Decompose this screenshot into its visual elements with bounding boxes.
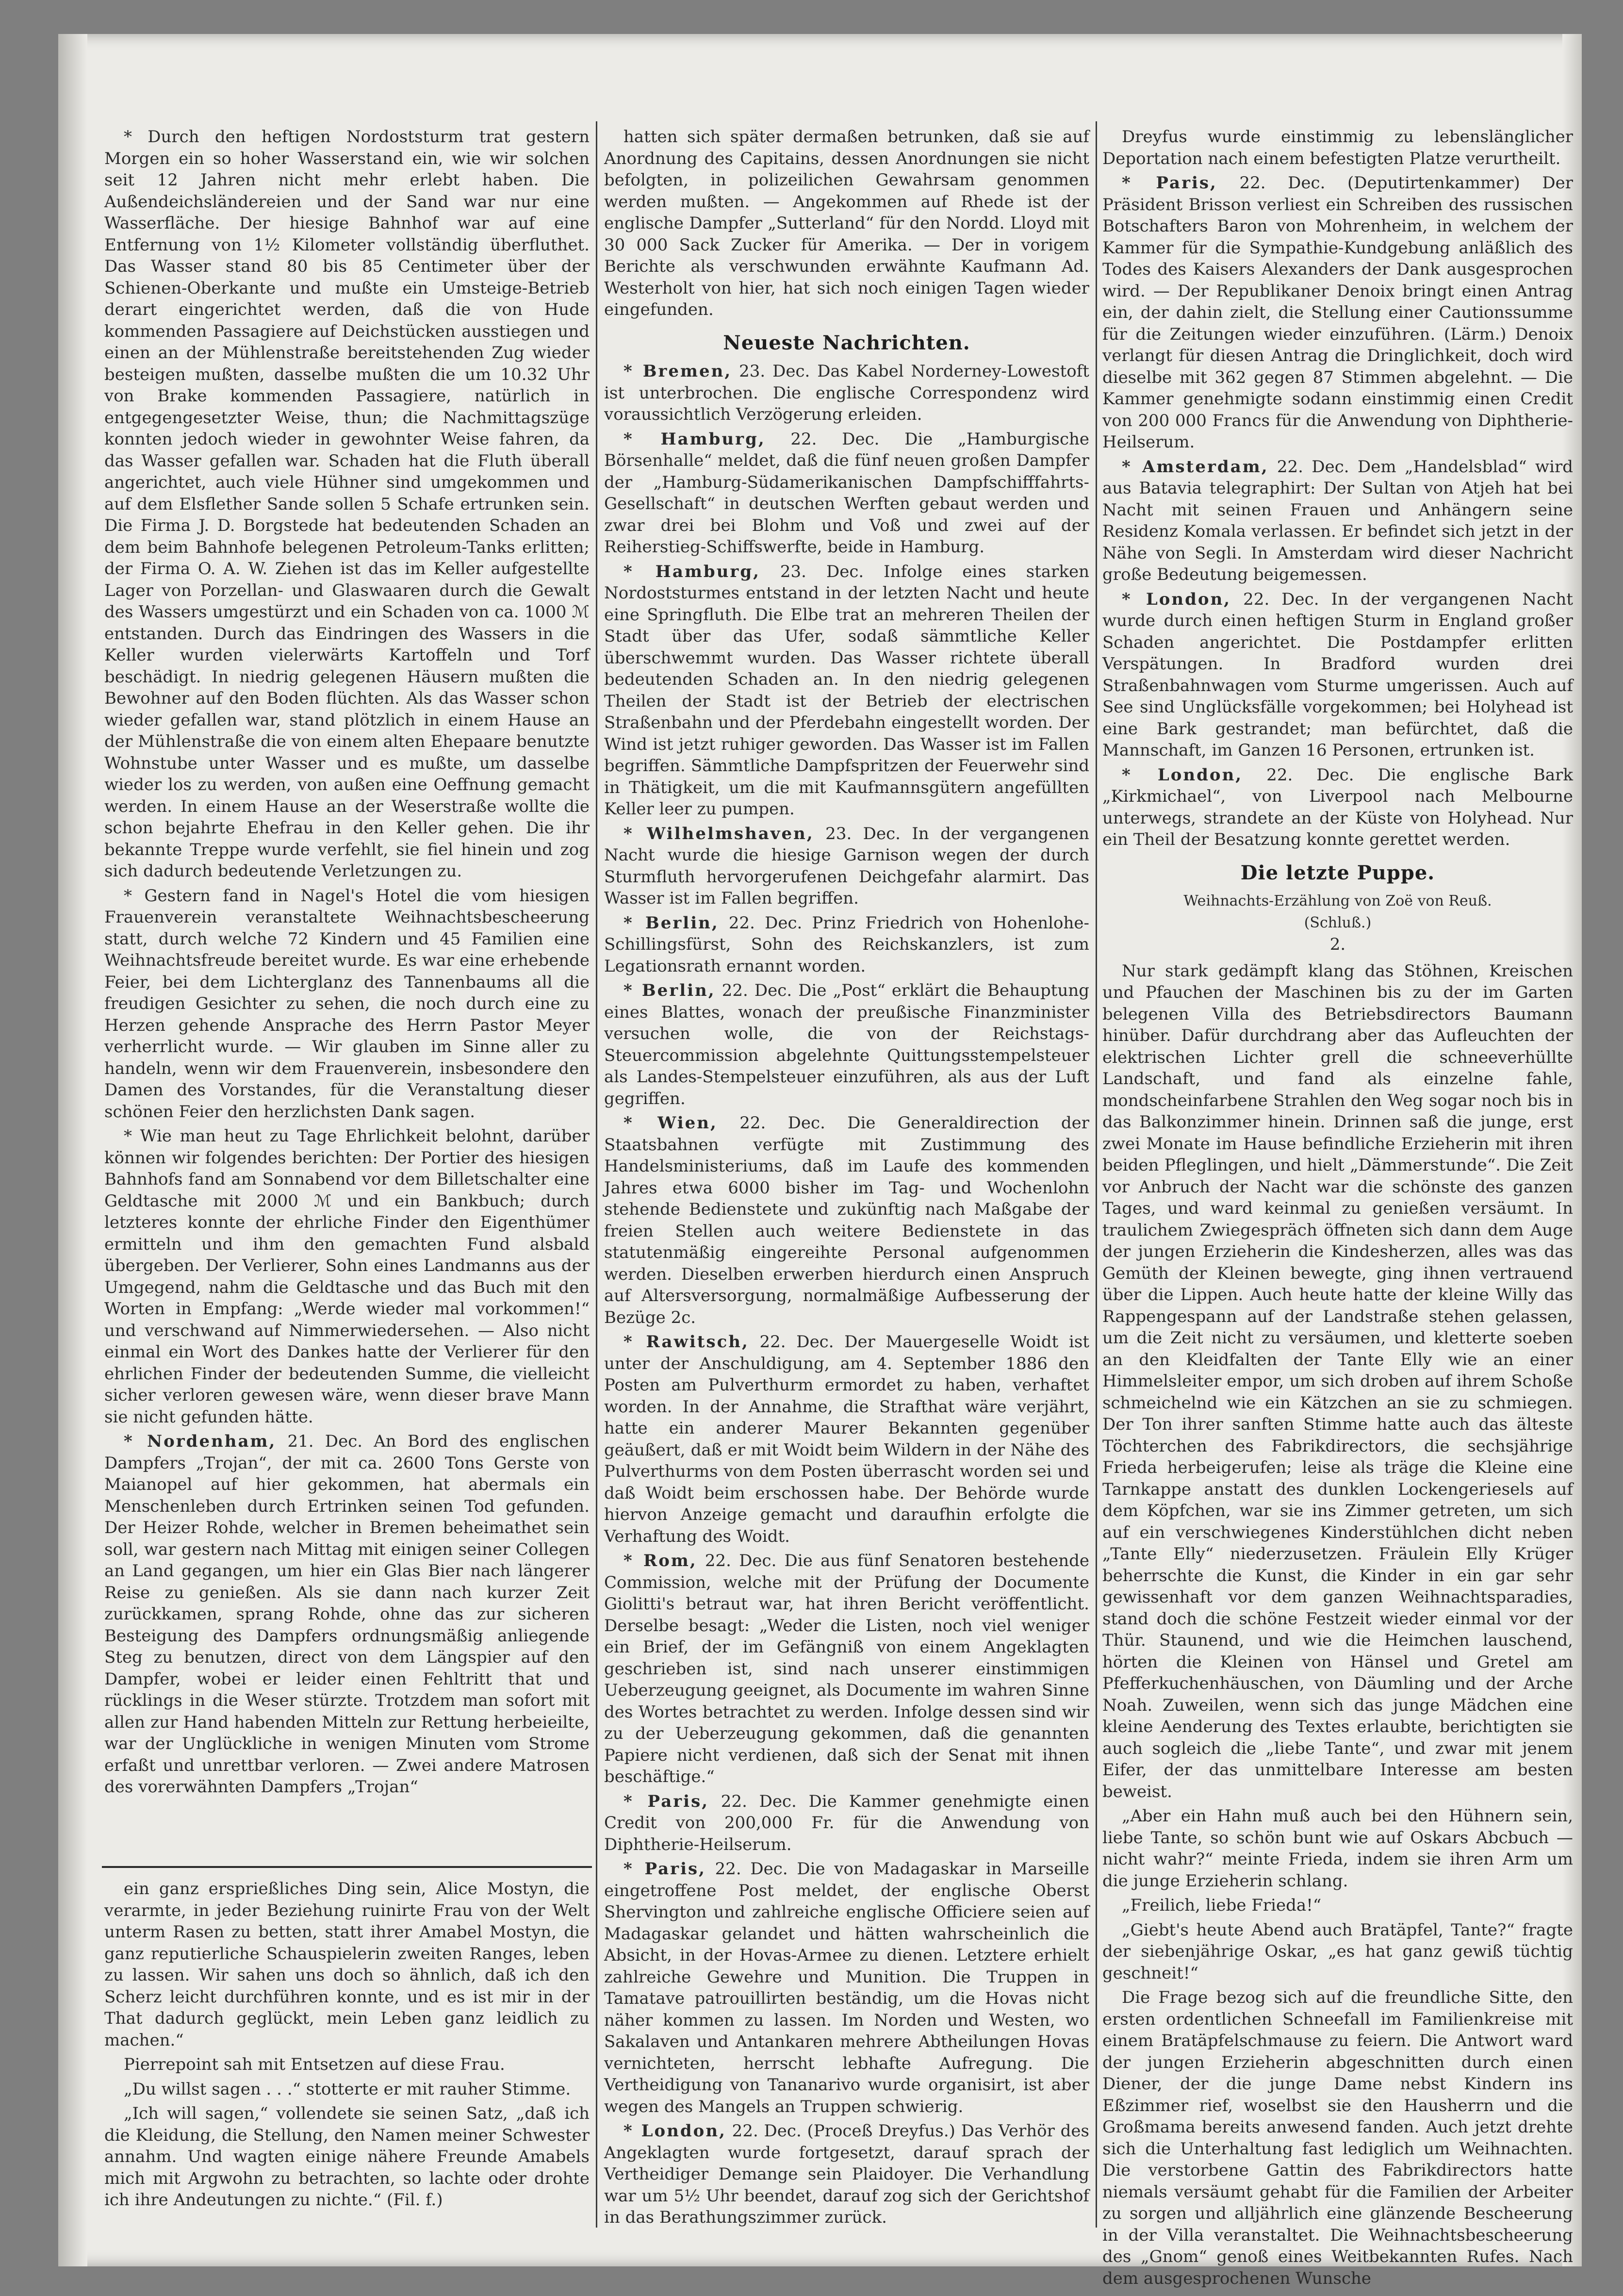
- column-3: [1102, 126, 1574, 2288]
- news-text: 22. Dec. Der Mauergeselle Woidt ist unter der Anschuldigung, am 4. September 1886 den Posten am Pulverthurm ermordet zu haben, verhaftet worden. In der Annahme, die Strafthat wäre verjährt, hatte ein anderer Maurer Bekannten gegenüber geäußert, daß er mit Woidt beim Wildern in der Nähe des Pulverthurms von dem Posten überrascht worden sei und daß Woidt beim erschossen habe. Der Behörde wurde hiervon Anzeige gemacht und daraufhin erfolgte die Verhaftung des Woidt.: [604, 1332, 1089, 1546]
- news-text: 22. Dec. Die von Madagaskar in Marseille eingetroffene Post meldet, der englische Oberst Shervington und zahlreiche englische Officiere seien auf Madagaskar gelandet und hätten wahrscheinlich die Absicht, in der Hovas-Armee zu dienen. Letztere erhielt zahlreiche Gewehre und Munition. Die Truppen in Tamatave patrouillirten beständig, um die Hovas nicht näher kommen zu lassen. Im Norden und Westen, wo Sakalaven und Antankaren mehrere Abtheilungen Hovas vernichteten, herrscht lebhafte Aufregung. Die Vertheidigung von Tananarivo wurde organisirt, ist aber wegen des Mangels an Truppen schwierig.: [604, 1859, 1090, 2116]
- news-item: [604, 823, 1089, 909]
- dateline: * Hamburg,: [623, 562, 760, 581]
- story-paragraph: „Freilich, liebe Frieda!“: [1122, 1896, 1322, 1915]
- news-text: 22. Dec. Dem „Handelsblad“ wird aus Batavia telegraphirt: Der Sultan von Atjeh hat bei Nacht mit seinen Frauen und Anhängern seine Residenz Komala verlassen. Er befindet sich jetzt in der Nähe von Segli. In Amsterdam wird dieser Nachricht große Bedeutung beigemessen.: [1102, 457, 1573, 584]
- newspaper-page: [58, 34, 1582, 2288]
- story-title: Die letzte Puppe.: [1240, 861, 1435, 884]
- dateline: * Berlin,: [623, 913, 719, 933]
- news-item: [1102, 764, 1573, 851]
- news-text: 22. Dec. Die „Hamburgische Börsenhalle“ meldet, daß die fünf neuen großen Dampfer der „Hamburg-Südamerikanischen Dampfschifffahrts-Gesellschaft“ in deutschen Werften gebaut werden und zwar drei bei Blohm und Voß und zwei auf der Reiherstieg-Schiffswerfte, beide in Hamburg.: [604, 429, 1089, 557]
- news-text: 22. Dec. (Proceß Dreyfus.) Das Verhör des Angeklagten wurde fortgesetzt, darauf sprach der Vertheidiger Demange sein Plaidoyer. Die Verhandlung war um 5½ Uhr beendet, darauf zog sich der Gerichtshof in das Berathungszimmer zurück.: [604, 2121, 1089, 2227]
- story-paragraph: Nur stark gedämpft klang das Stöhnen, Kreischen und Pfauchen der Maschinen bis zu der im Garten belegenen Villa des Betriebsdirectors Baumann hinüber. Dafür durchdrang aber das Aufleuchten der elektrischen Lichter grell die schneeverhüllte Landschaft, und fand als einzelne fahle, mondscheinfarbene Strahlen den Weg sogar noch bis in das Balkonzimmer hinein. Drinnen saß die junge, erst zwei Monate im Hause befindliche Erzieherin mit ihren beiden Pfleglingen, und hielt „Dämmerstunde“. Die Zeit vor Anbruch der Nacht war die schönste des ganzen Tages, und ward keinmal zu genießen versäumt. In traulichem Zwiegespräch öffneten sich dann dem Auge der jungen Erzieherin die Kindesherzen, alles was das Gemüth der Kleinen bewegte, ging ihnen vertrauend über die Lippen. Auch heute hatte der kleine Willy das Rappengespann auf der Landstraße stehen gelassen, um die Zeit nicht zu versäumen, und kletterte soeben an den Kleidfalten der Tante Elly wie an einer Himmelsleiter empor, um sich droben auf ihrem Schoße schmeichelnd wie ein Kätzchen an sie zu schmiegen. Der Ton ihrer sanften Stimme hatte auch das älteste Töchterchen des Fabrikdirectors, die sechsjährige Frieda herbeigerufen; leise als träge die Kleine eine Tarnkappe anstatt des dunklen Lockengeriesels auf dem Köpfchen, war sie ins Zimmer getreten, um sich auf ein verschwiegenes Kinderstühlchen dicht neben „Tante Elly“ niederzusetzen. Fräulein Elly Krüger beherrschte die Kunst, die Kinder in ein gar sehr gewissenhaft vor dem ganzen Weihnachtsparadies, stand doch die schöne Festzeit wieder einmal vor der Thür. Staunend, und wie die Heimchen lauschend, hörten die Kleinen von Hänsel und Gretel am Pfefferkuchenhäuschen, von Däumling und der Arche Noah. Zuweilen, wenn sich das junge Mädchen eine kleine Aenderung des Textes erlaubte, berichtigten sie auch sogleich die „liebe Tante“, und zwar mit jenem Eifer, der das unmittelbare Interesse am besten beweist.: [1102, 961, 1573, 1801]
- column-rule-2: [1096, 121, 1097, 2228]
- news-text: 22. Dec. Die „Post“ erklärt die Behauptung eines Blattes, wonach der preußische Finanzminister versuchen wolle, die von der Reichstags-Steuercommission abgelehnte Quittungsstempelsteuer als Landes-Stempelsteuer einzuführen, als aus der Luft gegriffen.: [604, 981, 1089, 1108]
- news-item: [604, 561, 1089, 820]
- dateline: * Bremen,: [623, 362, 732, 381]
- news-text: 22. Dec. (Deputirtenkammer) Der Präsident Brisson verliest ein Schreiben des russischen Botschafters Baron von Mohrenheim, in welchem der Kammer für die Sympathie-Kundgebung anläßlich des Todes des Kaisers Alexanders der Dank ausgesprochen wird. — Der Republikaner Denoix bringt einen Antrag ein, der dahin zielt, die Stellung einer Cautionssumme für die Zeitungen wieder einzuführen. (Lärm.) Denoix verlangt für diesen Antrag die Dringlichkeit, doch wird dieselbe mit 362 gegen 87 Stimmen abgelehnt. — Die Kammer genehmigte sodann einstimmig einen Credit von 200 000 Francs für die Anwendung von Diphtherie-Heilserum.: [1102, 173, 1574, 452]
- news-item: [604, 1858, 1089, 2117]
- story-subtitle: Weihnachts-Erzählung von Zoë von Reuß.: [1183, 892, 1492, 909]
- article-flood-local: * Durch den heftigen Nordoststurm trat gestern Morgen ein so hoher Wasserstand ein, wie wir solchen seit 12 Jahren nicht mehr erlebt haben. Die Außendeichsländereien und der Sand war nur eine Wasserfläche. Der hiesige Bahnhof war auf eine Entfernung von 1½ Kilometer vollständig überfluthet. Das Wasser stand 80 bis 85 Centimeter über der Schienen-Oberkante und mußte ein Umsteige-Betrieb derart eingerichtet werden, daß die von Hude kommenden Passagiere auf Deichstücken ausstiegen und einen an der Mühlenstraße bereitstehenden Zug wieder besteigen mußten, dasselbe mußten die um 10.32 Uhr von Brake kommenden Passagiere, natürlich in entgegengesetzter Weise, thun; die Nachmittagszüge konnten jedoch wieder in gewohnter Weise fahren, da das Wasser gefallen war. Schaden hat die Fluth überall angerichtet, auch viele Hühner sind umgekommen und auf dem Elsflether Sande sollen 5 Schafe ertrunken sein. Die Firma J. D. Borgstede hat bedeutenden Schaden an dem beim Bahnhofe belegenen Petroleum-Tanks erlitten; der Firma O. A. W. Ziehen ist das im Keller aufgestellte Lager von Porzellan- und Glaswaaren durch die Gewalt des Wassers umgestürzt und ein Schaden von ca. 1000 ℳ entstanden. Durch das Eindringen des Wassers in die Keller wurden vielerwärts Kartoffeln und Torf beschädigt. In niedrig gelegenen Häusern mußten die Bewohner auf den Boden flüchten. Als das Wasser schon wieder gefallen war, stand plötzlich in einem Hause an der Mühlenstraße die von einem alten Ehepaare benutzte Wohnstube unter Wasser und es mußte, um dasselbe wieder los zu werden, von außen eine Oeffnung gemacht werden. In einem Hause an der Weserstraße wollte die schon bejahrte Ehefrau in den Keller gehen. Die ihr bekannte Treppe wurde verfehlt, sie fiel hinein und zog sich dadurch bedeutende Verletzungen zu.: [104, 127, 590, 881]
- news-text: 22. Dec. In der vergangenen Nacht wurde durch einen heftigen Sturm in England großer Schaden angerichtet. Die Postdampfer erlitten Verspätungen. In Bradford wurden drei Straßenbahnwagen vom Sturme umgerissen. Auch auf See sind Unglücksfälle vorgekommen; bei Holyhead ist eine Bark gestrandet; man befürchtet, daß die Mannschaft, im Ganzen 16 Personen, ertrunken ist.: [1102, 589, 1573, 760]
- news-item: [604, 1550, 1089, 1788]
- news-text: 22. Dec. Prinz Friedrich von Hohenlohe-Schillingsfürst, Sohn des Reichskanzlers, ist zum Legationsrath ernannt worden.: [604, 913, 1090, 976]
- news-item: [604, 361, 1089, 426]
- binding-shadow: [58, 34, 87, 2266]
- dateline: * Paris,: [623, 1859, 706, 1879]
- news-continued: Dreyfus wurde einstimmig zu lebenslänglicher Deportation nach einem befestigten Platze verurtheilt.: [1102, 127, 1573, 168]
- section-heading-neueste-nachrichten: Neueste Nachrichten.: [723, 331, 970, 354]
- news-item: [604, 1791, 1089, 1856]
- dateline: * Nordenham,: [124, 1432, 277, 1451]
- dateline: * Hamburg,: [623, 429, 766, 449]
- news-item: [1102, 456, 1573, 586]
- article-nordenham: [104, 1431, 590, 1798]
- dateline: * Paris,: [623, 1791, 709, 1811]
- column-rule-1: [596, 121, 597, 2228]
- news-text: 23. Dec. In der vergangenen Nacht wurde die hiesige Garnison wegen der durch Sturmfluth hervorgerufenen Deichgefahr alarmirt. Das Wasser ist im Fallen begriffen.: [604, 824, 1089, 908]
- dateline: * London,: [1122, 589, 1231, 609]
- dateline: * Rom,: [623, 1551, 697, 1570]
- article-frauenverein: * Gestern fand in Nagel's Hotel die vom hiesigen Frauenverein veranstaltete Weihnachtsbescheerung statt, durch welche 72 Kindern und 45 Familien eine Weihnachtsfreude bereitet wurde. Es war eine erhebende Feier, bei dem Lichterglanz des Tannenbaums all die freudigen Gesichter zu sehen, die noch durch eine zu Herzen gehende Ansprache des Herrn Pastor Meyer verherrlicht wurde. — Wir glauben im Sinne aller zu handeln, wenn wir dem Frauenverein, insbesondere den Damen des Vorstandes, für die Veranstaltung dieser schönen Feier den herzlichsten Dank sagen.: [104, 886, 590, 1122]
- news-item: [604, 1331, 1089, 1547]
- story-chapter-number: 2.: [1329, 935, 1346, 954]
- feuilleton-text: Pierrepoint sah mit Entsetzen auf diese Frau.: [124, 2055, 505, 2074]
- dateline: * Rawitsch,: [623, 1332, 749, 1352]
- news-text: 22. Dec. Die aus fünf Senatoren bestehende Commission, welche mit der Prüfung der Documente Giolitti's betraut war, hat ihren Bericht veröffentlicht. Derselbe besagt: „Weder die Listen, noch viel weniger ein Brief, der im Gefängniß von einem Angeklagten geschrieben ist, sind nach unserer einstimmigen Ueberzeugung geeignet, als Documente im wahren Sinne des Wortes betrachtet zu werden. Infolge dessen sind wir zu der Ueberzeugung gekommen, daß die genannten Papiere nicht verdienen, daß sich der Senat mit ihnen beschäftige.“: [604, 1551, 1089, 1786]
- feuilleton-text: ein ganz ersprießliches Ding sein, Alice Mostyn, die verarmte, in jeder Beziehung ruinirte Frau von der Welt unterm Rasen zu betten, statt ihrer Amabel Mostyn, die ganz reputierliche Schauspielerin zweiten Ranges, leben zu lassen. Wir sahen uns doch so ähnlich, daß ich den Scherz leicht durchführen konnte, und es ist mir in der That dadurch geglückt, mein Leben ganz leidlich zu machen.“: [104, 1879, 590, 2050]
- feuilleton-text: „Ich will sagen,“ vollendete sie seinen Satz, „daß ich die Kleidung, die Stellung, den Namen meiner Schwester annahm. Und wagten einige nähere Freunde Amabels mich mit Argwohn zu betrachten, so lachte oder drohte ich ihre Andeutungen zu nichte.“ (Fil. f.): [104, 2104, 590, 2210]
- story-paragraph: „Aber ein Hahn muß auch bei den Hühnern sein, liebe Tante, so schön bunt wie auf Oskars Abcbuch — nicht wahr?“ meinte Frieda, indem sie ihren Arm um die junge Erzieherin schlang.: [1102, 1806, 1573, 1891]
- article-nordenham-continued: hatten sich später dermaßen betrunken, daß sie auf Anordnung des Capitains, dessen Anordnungen sie nicht befolgten, in polizeilichen Gewahrsam genommen werden mußten. — Angekommen auf Rhede ist der englische Dampfer „Sutterland“ für den Nordd. Lloyd mit 30 000 Sack Zucker für Amerika. — Der in vorigem Berichte als verschwunden erwähnte Kaufmann Ad. Westerholt von hier, hat sich noch einigen Tagen wieder eingefunden.: [604, 127, 1089, 319]
- dateline: * London,: [1122, 765, 1243, 785]
- news-item: [604, 429, 1089, 558]
- column-2: [604, 126, 1089, 2228]
- dateline: * London,: [623, 2121, 726, 2141]
- feuilleton-text: „Du willst sagen . . .“ stotterte er mit rauher Stimme.: [124, 2079, 571, 2099]
- column-1-feuilleton: [104, 1878, 590, 2228]
- dateline: * Wilhelmshaven,: [623, 824, 814, 843]
- news-text: 22. Dec. Die Kammer genehmigte einen Credit von 200,000 Fr. für die Anwendung von Diphtherie-Heilserum.: [604, 1791, 1090, 1854]
- dateline: * Berlin,: [623, 981, 716, 1000]
- news-item: [604, 2120, 1089, 2229]
- news-item: [604, 1112, 1089, 1328]
- story-paragraph: Die Frage bezog sich auf die freundliche Sitte, den ersten ordentlichen Schneefall im Familienkreise mit einem Bratäpfelschmause zu feiern. Die Antwort ward der jungen Erzieherin abgeschnitten durch einen Diener, der die junge Dame nebst Kindern ins Eßzimmer rief, woselbst sie den Hausherrn und die Großmama bereits anwesend fanden. Auch jetzt drehte sich die Unterhaltung fast lediglich um Weihnachten. Die verstorbene Gattin des Fabrikdirectors hatte niemals versäumt gehabt für die Familien der Arbeiter zu sorgen und alljährlich eine glänzende Bescheerung in der Villa veranstaltet. Die Weihnachtsbescheerung des „Gnom“ genoß eines Weitbekannten Rufes. Nach dem ausgesprochenen Wunsche: [1102, 1988, 1573, 2288]
- story-paragraph: „Giebt's heute Abend auch Bratäpfel, Tante?“ fragte der siebenjährige Oskar, „es hat ganz gewiß tüchtig geschneit!“: [1102, 1920, 1573, 1983]
- news-item: [604, 912, 1089, 977]
- dateline: * Amsterdam,: [1122, 457, 1269, 477]
- news-item: [604, 980, 1089, 1109]
- article-ehrlichkeit: * Wie man heut zu Tage Ehrlichkeit belohnt, darüber können wir folgendes berichten: Der Portier des hiesigen Bahnhofs fand am Sonnabend vor dem Billetschalter eine Geldtasche mit 2000 ℳ und ein Bankbuch; durch letzteres konnte der ehrliche Finder den Eigenthümer ermitteln und ihm den gemachten Fund alsbald übergeben. Der Verlierer, Sohn eines Landmanns aus der Umgegend, nahm die Geldtasche und das Buch mit den Worten in Empfang: „Werde wieder mal vorkommen!“ und verschwand auf Nimmerwiedersehen. — Also nicht einmal ein Wort des Dankes hatte der Verlierer für den ehrlichen Finder der bedeutenden Summe, die vielleicht sicher verloren gewesen wäre, wenn dieser brave Mann sie nicht gefunden hätte.: [104, 1126, 590, 1427]
- news-text: 22. Dec. Die englische Bark „Kirkmichael“, von Liverpool nach Melbourne unterwegs, strandete an der Küste von Holyhead. Nur ein Theil der Besatzung konnte gerettet werden.: [1102, 765, 1573, 849]
- dateline: * Wien,: [623, 1113, 718, 1133]
- news-text: 23. Dec. Infolge eines starken Nordoststurmes entstand in der letzten Nacht und heute eine Springfluth. Die Elbe trat an mehreren Theilen der Stadt über das Ufer, sodaß sämmtliche Keller überschwemmt wurden. Das Wasser richtete überall bedeutenden Schaden an. In den niedrig gelegenen Theilen der Stadt ist der Betrieb der electrischen Straßenbahn und der Pferdebahn eingestellt worden. Der Wind ist jetzt ruhiger geworden. Das Wasser ist im Fallen begriffen. Sämmtliche Dampfspritzen der Feuerwehr sind in Thätigkeit, um die mit Kaufmannsgütern angefüllten Keller leer zu pumpen.: [604, 562, 1089, 819]
- news-text: 23. Dec. Das Kabel Norderney-Lowestoft ist unterbrochen. Die englische Correspondenz wird voraussichtlich Verzögerung erleiden.: [604, 362, 1089, 424]
- column-1: [104, 126, 590, 1859]
- dateline: * Paris,: [1122, 173, 1217, 193]
- article-text: 21. Dec. An Bord des englischen Dampfers „Trojan“, der mit ca. 2600 Tons Gerste von Maianopel auf hier gekommen, hat abermals ein Menschenleben durch Ertrinken seinen Tod gefunden. Der Heizer Rohde, welcher in Bremen beheimathet sein soll, war gestern nach Mittag mit einigen seiner Collegen an Land gegangen, um hier ein Glas Bier nach längerer Reise zu genießen. Als sie dann nach kurzer Zeit zurückkamen, sprang Rohde, ohne das zur sicheren Besteigung des Dampfers ordnungsmäßig anliegende Steg zu benutzen, direct von dem Längspier auf den Dampfer, wobei er leider einen Fehltritt that und rücklings in die Weser stürzte. Trotzdem man sofort mit allen zur Hand habenden Mitteln zur Rettung herbeieilte, war der Unglückliche in wenigen Minuten vom Strome erfaßt und unrettbar verloren. — Zwei andere Matrosen des vorerwähnten Dampfers „Trojan“: [104, 1432, 590, 1797]
- news-item: [1102, 172, 1573, 453]
- news-item: [1102, 589, 1573, 761]
- story-continuation-note: (Schluß.): [1304, 914, 1372, 931]
- feuilleton-rule: [102, 1866, 592, 1868]
- news-text: 22. Dec. Die Generaldirection der Staatsbahnen verfügte mit Zustimmung des Handelsministeriums, daß im Laufe des kommenden Jahres etwa 6000 bisher im Tag- und Wochenlohn stehende Bedienstete und zukünftig nach Maßgabe der freien Stellen auch weitere Bedienstete in das statutenmäßig eingereihte Personal aufgenommen werden. Dieselben erwerben hierdurch einen Anspruch auf Altersversorgung, normalmäßige Aufbesserung der Bezüge 2c.: [604, 1113, 1089, 1327]
